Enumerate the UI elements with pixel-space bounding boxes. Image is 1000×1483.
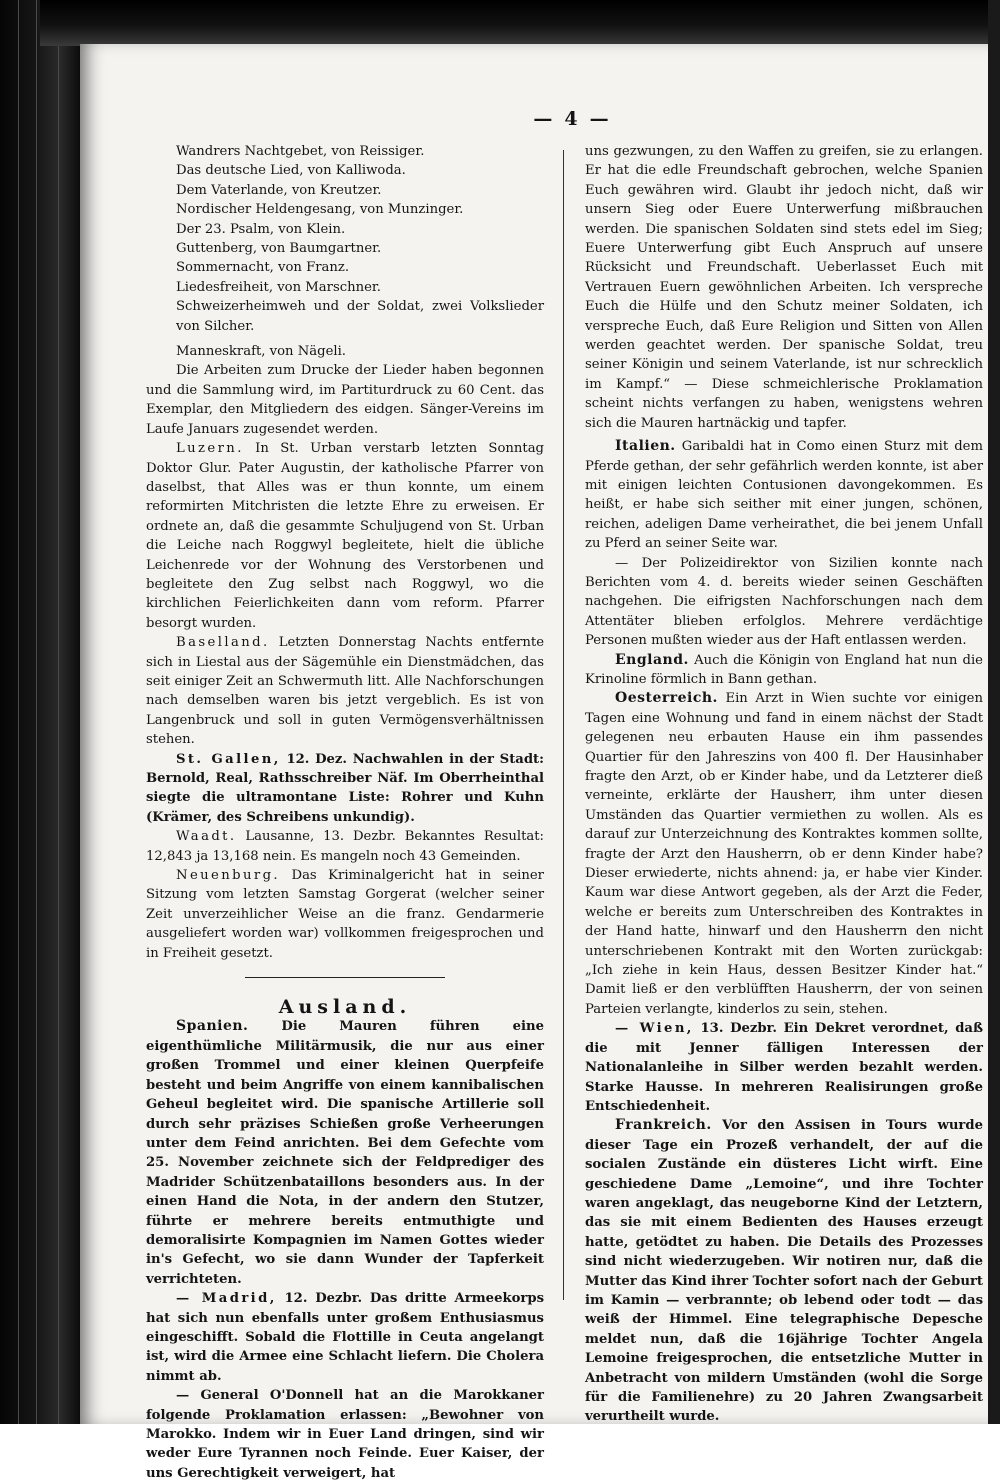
country-frankreich: Frankreich. <box>615 1117 712 1134</box>
song-list-item: Nordischer Heldengesang, von Munzinger. <box>176 202 464 218</box>
article-italien <box>585 437 983 553</box>
binding-edge <box>18 0 19 1424</box>
place-odonnell: — General O'Donnell <box>176 1388 344 1404</box>
song-list-item: Sommernacht, von Franz. <box>176 260 350 276</box>
right-column <box>585 142 983 1427</box>
article-sizilien: — Der Polizeidirektor von Sizilien konnte nach Berichten vom 4. d. bereits wieder seinen Geschäften nachgehen. Die eifrigsten Nachforschungen nach dem Attentäter blieben erfolglos. Mehrere verdächtige Personen mußten wieder aus der Haft entlassen werden. <box>585 555 983 649</box>
article-england <box>585 651 983 690</box>
place-luzern: Luzern. <box>176 441 244 457</box>
article-waadt <box>146 827 544 866</box>
text-frankreich: Vor den Assisen in Tours wurde dieser Tage ein Prozeß verhandelt, der auf die socialen Zustände ein düsteres Licht wirft. Eine geschiedene Dame „Lemoine“, und ihre Tochter waren angeklagt, das neugeborne Kind der Letztern, das sie mit einem Bedienten des Hauses erzeugt hatte, getödtet zu haben. Die Details des Prozesses sind nicht wiederzugeben. Wir notiren nur, daß die Mutter das Kind ihrer Tochter sofort nach der Geburt im Kamin — verbrannte; ob lebend oder todt — das weiß der Himmel. Eine telegraphische Depesche meldet nun, daß die 16jährige Tochter Angela Lemoine freigesprochen, die entsetzliche Mutter in Anbetracht von mildern Umständen (wohl die Sorge für die Familienehre) zu 20 Jahren Zwangsarbeit verurtheilt wurde. <box>585 1118 983 1425</box>
country-england: England. <box>615 651 689 668</box>
song-list-item: Manneskraft, von Nägeli. <box>176 344 346 360</box>
text-oesterreich: Ein Arzt in Wien suchte vor einigen Tagen eine Wohnung und fand in einem nächst der Stadt gelegenen neu erbauten Hause ein ihm passendes Quartier für den Jahreszins von 400 fl. Der Hausinhaber fragte den Arzt, ob er Kinder habe, und da Letzterer dieß verneinte, erklärte der Hausherr, ihm unter diesen Umständen das Quartier vermiethen zu wollen. Als es darauf zur Unterzeichnung des Kontraktes kommen sollte, fragte der Arzt den Hausherrn, ob er denn Kinder habe? Dieser erwiederte, nichts ahnend: ja, er habe vier Kinder. Kaum war diese Antwort gegeben, als der Arzt die Feder, welche er bereits zum Unterschreiben des Kontraktes in der Hand hatte, hinwarf und den Hausherrn den nicht unterschriebenen Kontrakt mit den Worten zurückgab: „Ich ziehe in kein Haus, dessen Besitzer Kinder hat.“ Damit ließ er den verblüfften Hausherrn, der von seinen Parteien verlangte, kinderlos zu sein, stehen. <box>585 691 983 1017</box>
country-spanien: Spanien. <box>176 1018 249 1035</box>
place-waadt: Waadt. <box>176 829 237 845</box>
article-neuenburg <box>146 866 544 963</box>
place-st-gallen: St. Gallen, <box>176 751 281 767</box>
section-title-ausland: Ausland. <box>278 996 412 1019</box>
country-italien: Italien. <box>615 438 676 455</box>
article-oesterreich <box>585 689 983 1019</box>
text-italien: Garibaldi hat in Como einen Sturz mit dem Pferde gethan, der sehr gefährlich werden konnte, ist aber mit einigen leichten Contusionen davongekommen. Es heißt, er habe sich seither mit einer jungen, schönen, reichen, adeligen Dame verheirathet, die bei jenem Unfall zu Pferd an seiner Seite war. <box>585 439 983 552</box>
scan-right-shadow <box>988 0 1000 1424</box>
place-wien: — Wien, <box>615 1021 694 1037</box>
text-wien: 13. Dezbr. Ein Dekret verordnet, daß die mit Jenner fälligen Interessen der Nationalanleihe in Silber werden bezahlt werden. Starke Hausse. In mehreren Realisirungen große Entschiedenheit. <box>585 1021 983 1114</box>
text-st-gallen: 12. Dez. Nachwahlen in der Stadt: Bernold, Real, Rathsschreiber Näf. Im Oberrheinthal siegte die ultramontane Liste: Rohrer und Kuhn (Krämer, des Schreibens unkundig). <box>146 751 545 825</box>
article-odonnell <box>146 1386 544 1483</box>
song-list-item: Das deutsche Lied, von Kalliwoda. <box>176 163 406 179</box>
song-list-item: Liedesfreiheit, von Marschner. <box>176 279 381 295</box>
article-madrid <box>146 1289 544 1386</box>
odonnell-continuation: uns gezwungen, zu den Waffen zu greifen, sie zu erlangen. Er hat die edle Freundschaft gebrochen, welche Spanien Euch gewähren wird. Glaubt ihr jedoch nicht, daß wir unsern Sieg oder Euere Unterwerfung mißbrauchen werden. Die spanischen Soldaten sind stets edel im Sieg; Euere Unterwerfung gibt Euch Anspruch auf unsere Rücksicht und Freundschaft. Ueberlasset Euch mit Vertrauen Euern gewöhnlichen Arbeiten. Ich verspreche Euch die Hülfe und den Schutz meiner Soldaten, ich verspreche Euch, daß Eure Religion und Sitten von Allen werden geachtet werden. Der spanische Soldat, treu seiner Königin und seinem Vaterlande, ist nur schrecklich im Kampf.“ — Diese schmeichlerische Proklamation scheint nichts verfangen zu haben, wenigstens wehren sich die Mauren hartnäckig und tapfer. <box>585 144 983 431</box>
article-st-gallen <box>146 750 544 828</box>
text-madrid: 12. Dezbr. Das dritte Armeekorps hat sich nun ebenfalls unter großem Enthusiasmus eingeschifft. Sobald die Flottille in Ceuta angelangt ist, wird die Armee eine Schlacht liefern. Die Cholera nimmt ab. <box>146 1291 544 1384</box>
text-england: Auch die Königin von England hat nun die Krinoline förmlich in Bann gethan. <box>585 652 983 687</box>
song-list-item: Dem Vaterlande, von Kreutzer. <box>176 182 382 198</box>
book-binding <box>0 0 80 1424</box>
choir-note: Die Arbeiten zum Drucke der Lieder haben begonnen und die Sammlung wird, im Partiturdruck zu 60 Cent. das Exemplar, den Mitgliedern des eidgen. Sänger-Vereins im Laufe Januars zugesendet werden. <box>146 363 544 437</box>
song-list-item: Wandrers Nachtgebet, von Reissiger. <box>176 144 425 159</box>
text-neuenburg: Das Kriminalgericht hat in seiner Sitzung vom letzten Samstag Gorgerat (welcher seiner Zeit unverzeihlicher Weise an die franz. Gendarmerie ausgeliefert worden war) vollkommen freigesprochen und in Freiheit gesetzt. <box>146 868 544 961</box>
place-madrid: — Madrid, <box>176 1291 277 1307</box>
article-spanien <box>146 1017 544 1289</box>
song-list-item: Der 23. Psalm, von Klein. <box>176 221 346 237</box>
place-neuenburg: Neuenburg. <box>176 868 281 884</box>
section-rule <box>245 977 445 978</box>
article-baselland <box>146 633 544 749</box>
binding-edge <box>58 0 59 1424</box>
text-luzern: In St. Urban verstarb letzten Sonntag Doktor Glur. Pater Augustin, der katholische Pfarrer von daselbst, that Alles was er thun konnte, um einem reformirten Mitchristen die letzte Ehre zu erweisen. Er ordnete an, daß die gesammte Schuljugend von St. Urban die Leiche nach Roggwyl begleitete, hielt die übliche Leichenrede vor der Wohnung des Verstorbenen und begleitete den Zug selbst nach Roggwyl, wo die kirchlichen Feierlichkeiten dann vom reform. Pfarrer besorgt wurden. <box>146 441 544 631</box>
song-list-item: Schweizerheimweh und der Soldat, zwei Volkslieder von Silcher. <box>176 299 544 334</box>
text-odonnell: hat an die Marokkaner folgende Proklamation erlassen: „Bewohner von Marokko. Indem wir in Euer Land dringen, sind wir weder Eure Tyrannen noch Feinde. Euer Kaiser, der uns Gerechtigkeit verweigert, hat <box>146 1388 544 1481</box>
text-baselland: Letzten Donnerstag Nachts entfernte sich in Liestal aus der Sägemühle ein Dienstmädchen, das seit einiger Zeit an Schwermuth litt. Alle Nachforschungen nach demselben waren bis jetzt vergeblich. Es ist von Langenbruck und soll in guten Vermögensverhältnissen stehen. <box>146 635 544 748</box>
article-luzern <box>146 439 544 633</box>
left-column <box>146 142 544 1483</box>
place-baselland: Baselland. <box>176 635 270 651</box>
scan-top-shadow <box>40 0 1000 46</box>
page-number: — 4 — <box>533 108 613 130</box>
song-list-item: Guttenberg, von Baumgartner. <box>176 241 382 257</box>
binding-edge <box>36 0 37 1424</box>
country-oesterreich: Oesterreich. <box>615 690 718 707</box>
text-spanien: Die Mauren führen eine eigenthümliche Militärmusik, die nur aus einer großen Trommel und einer kleinen Querpfeife besteht und beim Angriffe von einem kannibalischen Geheul begleitet wird. Die spanische Artillerie soll durch sehr präzises Schießen große Verheerungen unter dem Feind anrichten. Bei dem Gefechte vom 25. November zeichnete sich der Feldprediger des Madrider Schützenbataillons besonders aus. In der einen Hand die Nota, in der andern den Stutzer, führte er mehrere bereits entmuthigte und demoralisirte Kompagnien im Namen Gottes wieder in's Gefecht, wo sie dann Wunder der Tapferkeit verrichteten. <box>146 1019 545 1287</box>
article-frankreich <box>585 1116 983 1427</box>
text-waadt: Lausanne, 13. Dezbr. Bekanntes Resultat: 12,843 ja 13,168 nein. Es mangeln noch 43 Gemeinden. <box>146 829 544 864</box>
article-wien <box>585 1019 983 1116</box>
column-divider <box>563 150 564 1300</box>
